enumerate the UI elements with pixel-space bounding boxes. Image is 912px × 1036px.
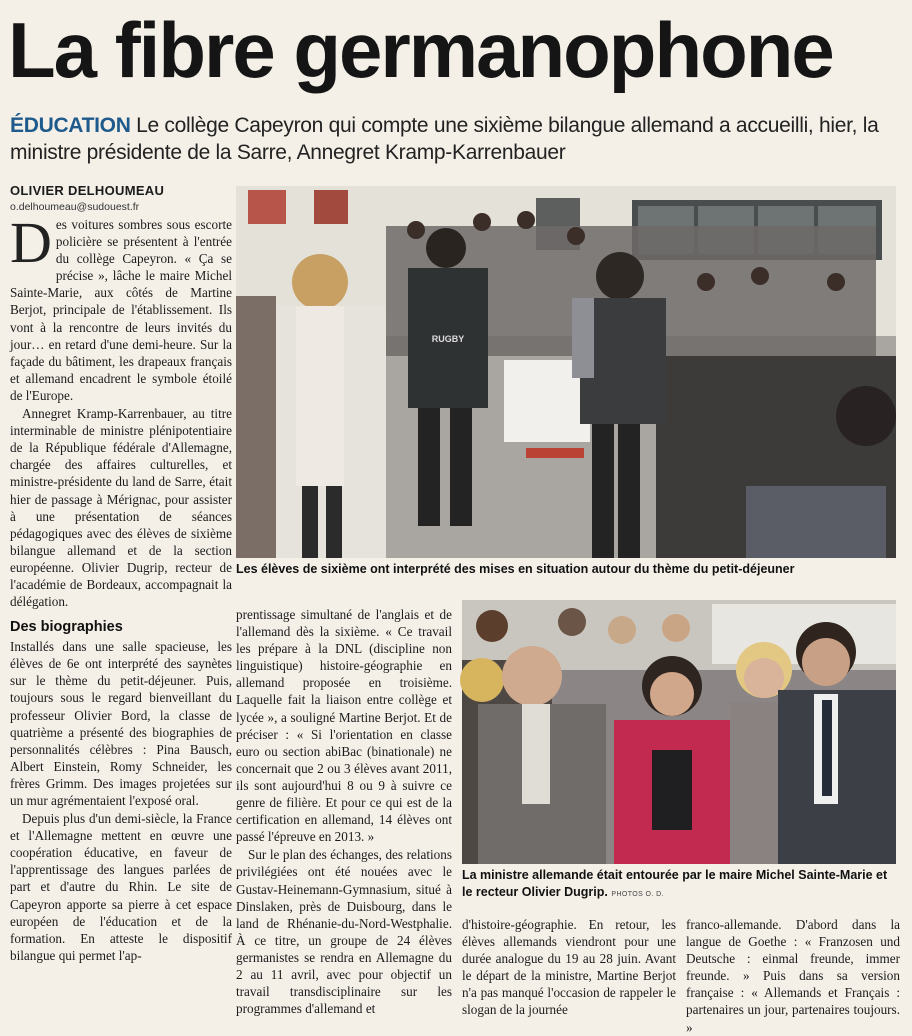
shirt-text: RUGBY	[431, 334, 465, 344]
article-column-1	[10, 210, 232, 1022]
paragraph: Depuis plus d'un demi-siècle, la France et l'Allemagne mettent en œuvre une coopération éducative, en faveur de l'apprentissage des langues parlées de part et d'autre du Rhin. Le site de Capeyron apporte sa pierre à cet espace européen de l'éducation et de la formation. En atteste le dispositif bilangue qui permet l'ap-	[10, 811, 232, 963]
paragraph: prentissage simultané de l'anglais et de l'allemand dès la sixième. « Ce travail les prépare à la DNL (discipline non linguistique) histoire-géographie en allemand proposée en troisième. Laquelle fait la liaison entre collège et lycée », a souligné Martine Berjot. Et de préciser : « Si l'orientation en classe euro ou section abiBac (binationale) ne concernait que 2 ou 3 élèves avant 2011, ils sont aujourd'hui 8 ou 9 à suivre ce genre de filière. Et pour ce qui est de la certification en allemand, 14 élèves ont passé l'épreuve en 2013. »	[236, 607, 452, 845]
article-column-4	[686, 916, 900, 1035]
photo-caption-1: Les élèves de sixième ont interprété des mises en situation autour du thème du petit-déjeuner	[236, 562, 795, 576]
photo-classroom	[236, 186, 896, 558]
photo-dignitaries-image	[462, 600, 896, 864]
subhead-biographies: Des biographies	[10, 619, 123, 636]
headline: La fibre germanophone	[8, 6, 833, 94]
paragraph: franco-allemande. D'abord dans la langue de Goethe : « Franzosen und Deutsche : einmal freunde, immer freunde. » Puis dans sa version française : « Allemands et Français : partenaires un jour, partenaires toujours. »	[686, 917, 900, 1035]
article-column-3	[462, 916, 676, 1022]
byline-email[interactable]: o.delhoumeau@sudouest.fr	[10, 201, 140, 213]
paragraph: Installés dans une salle spacieuse, les élèves de 6e ont interprété des saynètes sur le thème du petit-déjeuner. Puis, toujours sous le regard bienveillant du professeur Olivier Bord, la classe de quatrième a présenté des biographies de personnalités célèbres : Pina Bausch, Albert Einstein, Romy Schneider, les frères Grimm. Des images projetées sur un mur agrémentaient l'exposé oral.	[10, 639, 232, 808]
dropcap: D	[10, 210, 52, 275]
photo-caption-2	[462, 867, 900, 907]
deck-text: Le collège Capeyron qui compte une sixième bilangue allemand a accueilli, hier, la ministre présidente de la Sarre, Annegret Kramp-Karrenbauer	[10, 114, 879, 164]
article-column-2	[236, 606, 452, 1022]
paragraph: es voitures sombres sous escorte policière se présentent à l'entrée du collège Capeyron. « Ça se précise », lâche le maire Michel Sainte-Marie, aux côtés de Martine Berjot, principale de l'établissement. Ils vont à la rencontre de leurs invités du jour… en retard d'une demi-heure. Sur la façade du bâtiment, les drapeaux français et allemand encadrent le symbole étoilé de l'Europe.	[10, 217, 232, 403]
paragraph: Annegret Kramp-Karrenbauer, au titre interminable de ministre plénipotentiaire de la République fédérale d'Allemagne, chargée des affaires culturelles, et ministre-présidente du land de Sarre, était hier de passage à Mérignac, pour assister à une présentation de séances pédagogiques avec des élèves de sixième bilangue allemand et de la section européenne. Olivier Dugrip, recteur de l'académie de Bordeaux, accompagnait la délégation.	[10, 406, 232, 610]
photo-credit: PHOTOS O. D.	[611, 891, 664, 898]
byline-author: OLIVIER DELHOUMEAU	[10, 183, 165, 198]
deck	[10, 112, 905, 166]
photo-classroom-image	[236, 186, 896, 558]
photo-dignitaries	[462, 600, 896, 864]
paragraph: d'histoire-géographie. En retour, les élèves allemands viendront pour une durée analogue du 19 au 28 juin. Avant le départ de la ministre, Martine Berjot n'a pas manqué l'occasion de rappeler le slogan de la journée	[462, 917, 676, 1018]
rubric-label: ÉDUCATION	[10, 114, 131, 137]
paragraph: Sur le plan des échanges, des relations privilégiées ont été nouées avec le Gustav-Heinemann-Gymnasium, situé à Dinslaken, près de Duisbourg, dans le land de Rhénanie-du-Nord-Westphalie. À ce titre, un groupe de 24 élèves germanistes se rendra en Allemagne du 2 au 11 avril, avec pour objectif un travail transdisciplinaire sur les programmes d'allemand et	[236, 847, 452, 1017]
photo-caption-2-text: La ministre allemande était entourée par le maire Michel Sainte-Marie et le recteur Olivier Dugrip.	[462, 868, 888, 899]
